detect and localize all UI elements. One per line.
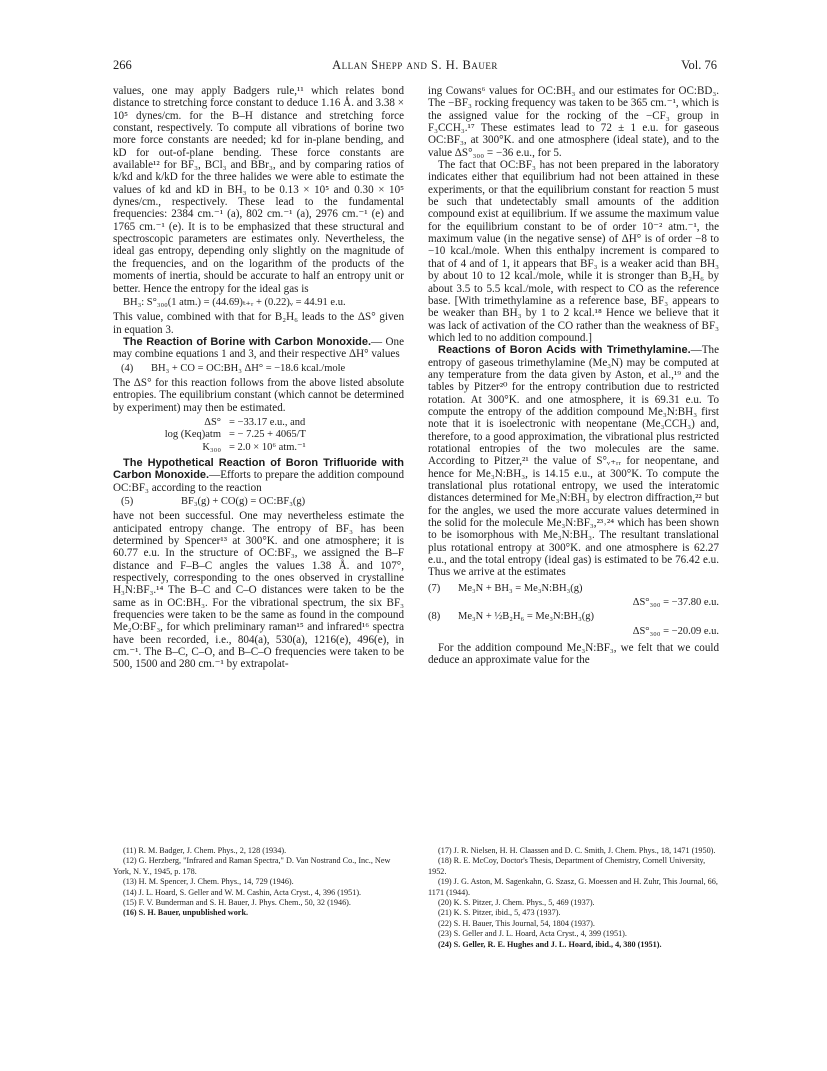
footnote: (23) S. Geller and J. L. Hoard, Acta Cryst., 4, 399 (1951). bbox=[438, 929, 627, 939]
equation-text: Me₃N + BH₃ = Me₃N:BH₃(g) bbox=[458, 582, 583, 594]
footnote: (18) R. E. McCoy, Doctor's Thesis, Department of Chemistry, Cornell University, 1952. bbox=[428, 856, 706, 876]
equation-lhs: K₃₀₀ bbox=[202, 441, 221, 453]
footnote: (22) S. H. Bauer, This Journal, 54, 1804 (1937). bbox=[438, 918, 595, 928]
footnote: (17) J. R. Nielsen, H. H. Claassen and D. C. Smith, J. Chem. Phys., 18, 1471 (1950). bbox=[438, 846, 716, 855]
footnote: (12) G. Herzberg, "Infrared and Raman Spectra," D. Van Nostrand Co., Inc., New York, N. Y., 1945, p. 178. bbox=[113, 856, 391, 876]
equation-rhs: = − 7.25 + 4065/T bbox=[229, 429, 306, 441]
page-number: 266 bbox=[113, 58, 132, 72]
footnote: (14) J. L. Hoard, S. Geller and W. M. Cashin, Acta Cryst., 4, 396 (1951). bbox=[123, 887, 362, 897]
equation-number: (4) bbox=[121, 362, 134, 374]
paragraph: For the addition compound Me₃N:BF₃, we felt that we could deduce an approximate value for the bbox=[428, 642, 719, 667]
equation-lhs: log (Keq)atm bbox=[164, 429, 221, 441]
footnote: (15) F. V. Bunderman and S. H. Bauer, J. Phys. Chem., 50, 32 (1946). bbox=[123, 898, 351, 908]
equation-text: BF₃(g) + CO(g) = OC:BF₃(g) bbox=[181, 495, 306, 507]
equation-4 bbox=[121, 363, 404, 375]
paragraph-text: —Efforts to prepare the addition compound OC:BF₃ according to the reaction bbox=[113, 469, 404, 494]
paragraph: The ΔS° for this reaction follows from the above listed absolute entropies. The equilibrium constant (which cannot be determined by experiment) may then be estimated. bbox=[113, 376, 404, 414]
equation-number: (7) bbox=[428, 582, 441, 594]
paragraph: ing Cowans⁶ values for OC:BH₃ and our estimates for OC:BD₃. The −BF₃ rocking frequency was taken to be 365 cm.⁻¹, which is the assigned value for the rocking of the −CF₃ group in F₃CCH₃.¹⁷ These estimates lead to 72 ± 1 e.u. for gaseous OC:BF₃, at 300°K. and one atmosphere (ideal state), and to the value ΔS°₃₀₀ = −36 e.u., for 5. bbox=[428, 85, 719, 159]
equation-row bbox=[113, 429, 404, 441]
running-header bbox=[113, 58, 717, 76]
equation-8-value: ΔS°₃₀₀ = −20.09 e.u. bbox=[632, 625, 719, 637]
footnote: (11) R. M. Badger, J. Chem. Phys., 2, 128 (1934). bbox=[123, 846, 287, 855]
paragraph-section bbox=[428, 344, 719, 579]
equation-5 bbox=[121, 496, 404, 508]
equation-text: BH₃ + CO = OC:BH₃ ΔH° = −18.6 kcal./mole bbox=[151, 362, 346, 374]
paragraph: have not been successful. One may nevertheless estimate the anticipated entropy change. The entropy of BF₃ has been determined by Spencer¹³ at 300°K. and one atmosphere; it is 60.77 e.u. In the structure of OC:BF₃, we assigned the B–F distance and F–B–C angles the values 1.38 Å. and 107°, respectively, corresponding to the ones observed in crystalline H₃N:BF₃.¹⁴ The B–C and C–O distances were taken to be the same as in OC:BH₃. For the vibrational spectrum, the six BF₃ frequencies were taken to be the same as found in the compound Me₂O:BF₃, for which preliminary raman¹⁵ and infrared¹⁶ spectra have been recorded, i.e., 804(a), 530(a), 1216(e), 496(e), in cm.⁻¹. The B–C, C–O, and B–C–O frequencies were taken to be 500, 1500 and 280 cm.⁻¹ by extrapolat- bbox=[113, 510, 404, 671]
footnote: (19) J. G. Aston, M. Sagenkahn, G. Szasz, G. Moessen and H. Zuhr, This Journal, 66, 1171 (1944). bbox=[428, 877, 718, 897]
paragraph-section bbox=[113, 457, 404, 494]
equation-bh3-entropy: BH₃: S°₃₀₀(1 atm.) = (44.69)ₜ₊ᵣ + (0.22)ᵥ = 44.91 e.u. bbox=[123, 296, 346, 308]
section-heading: The Reaction of Borine with Carbon Monoxide. bbox=[123, 335, 372, 348]
running-title: Allan Shepp and S. H. Bauer bbox=[332, 58, 498, 72]
section-heading: The Hypothetical Reaction of Boron Trifluoride with Carbon Monoxide. bbox=[113, 456, 404, 482]
equation-rhs: = 2.0 × 10⁶ atm.⁻¹ bbox=[229, 441, 306, 453]
paragraph: This value, combined with that for B₂H₆ leads to the ΔS° given in equation 3. bbox=[113, 311, 404, 336]
equation-7-value: ΔS°₃₀₀ = −37.80 e.u. bbox=[632, 597, 719, 609]
equilibrium-equations bbox=[113, 417, 404, 454]
paragraph-text: — One may combine equations 1 and 3, and their respective ΔH° values bbox=[113, 335, 404, 361]
section-heading: Reactions of Boron Acids with Trimethylamine. bbox=[438, 344, 691, 357]
footnotes-right bbox=[428, 846, 719, 950]
footnote: (13) H. M. Spencer, J. Chem. Phys., 14, 729 (1946). bbox=[123, 877, 294, 887]
equation-rhs: = −33.17 e.u., and bbox=[229, 416, 306, 428]
paragraph: values, one may apply Badgers rule,¹¹ which relates bond distance to stretching force constant to deduce 1.16 Å. and 3.38 × 10⁵ dynes/cm. for the B–H distance and stretching force constant, respectively. To compute all vibrations of borine two more force constants are needed; kd for in-plane bending, and kD for out-of-plane bending. These force constants are available¹² for BF₃, BCl₃ and BBr₃, and by comparing ratios of k/kd and k/kD for the three halides we were able to estimate the values of kd and kD in BH₃ to be 0.13 × 10⁵ and 0.30 × 10⁵ dynes/cm., respectively. These lead to the fundamental frequencies: 2384 cm.⁻¹ (a), 802 cm.⁻¹ (a), 2976 cm.⁻¹ (e) and 1765 cm.⁻¹ (e). It is to be emphasized that these structural and spectroscopic parameters are estimates only. Nevertheless, the ideal gas entropy, depending only slightly on the magnitude of the frequencies, and on the logarithm of the products of the moments of inertia, should be accurate to half an entropy unit or better. Hence the entropy for the ideal gas is bbox=[113, 85, 404, 295]
footnote: (20) K. S. Pitzer, J. Chem. Phys., 5, 469 (1937). bbox=[438, 898, 595, 908]
equation-number: (5) bbox=[121, 495, 134, 507]
paragraph: The fact that OC:BF₃ has not been prepared in the laboratory indicates either that equilibrium had not been attained in these experiments, or that the equilibrium constant for reaction 5 must be such that undetectably small amounts of the addition compound exist at equilibrium. If we assume the maximum value for the equilibrium constant to be of order 10⁻² atm.⁻¹, the maximum value (in the negative sense) of ΔH° is of order −8 to −10 kcal./mole. When this enthalpy increment is compared to that of 4 and of 1, it appears that BF₃ is a weaker acid than BH₃ by about 10 to 12 kcal./mole, while it is stronger than B₂H₆ by about 3.5 to 5.5 kcal./mole, with respect to CO as the reference base. [With trimethylamine as a reference base, BF₃ appears to be weaker than BH₃ by 1 to 2 kcal.¹⁸ Hence we believe that it was lack of activation of the CO rather than the weakness of BF₃ which led to no addition compound.] bbox=[428, 159, 719, 344]
volume-label: Vol. 76 bbox=[681, 58, 717, 72]
footnotes-left bbox=[113, 846, 404, 919]
equation-row bbox=[113, 417, 404, 429]
footnote: (21) K. S. Pitzer, ibid., 5, 473 (1937). bbox=[438, 908, 561, 918]
left-column bbox=[113, 85, 404, 671]
equation-lhs: ΔS° bbox=[204, 416, 221, 428]
paragraph-section bbox=[113, 336, 404, 361]
equation-7 bbox=[428, 583, 719, 595]
equation-number: (8) bbox=[428, 611, 441, 623]
equation-8 bbox=[428, 611, 719, 623]
equation-text: Me₃N + ½B₂H₆ = Me₃N:BH₃(g) bbox=[458, 611, 595, 623]
equation-row bbox=[113, 442, 404, 454]
footnote: (24) S. Geller, R. E. Hughes and J. L. Hoard, ibid., 4, 380 (1951). bbox=[438, 939, 662, 949]
footnote: (16) S. H. Bauer, unpublished work. bbox=[123, 908, 249, 918]
paragraph-text: —The entropy of gaseous trimethylamine (Me₃N) may be computed at any temperature from the data given by Aston, et al.,¹⁹ and the tables by Pitzer²⁰ for the entropy contribution due to restricted rotation. At 300°K. and one atmosphere, it is 69.31 e.u. To compute the entropy of the addition compound Me₃N:BH₃ first note that it is isoelectronic with neopentane (Me₃CCH₃) and, therefore, to a good approximation, the vibrational plus restricted rotational entropies of the two molecules are the same. According to Pitzer,²¹ the value of S°ᵥ₊ᵣᵣ for neopentane, and hence for Me₃N:BH₃, is 14.15 e.u., at 300°K. To compute the translational plus rotational entropy, we used the interatomic distances determined for Me₃N:BH₃ by electron diffraction,²² but for the angles, we used the more accurate values determined in the solid for the molecule Me₃N:BF₃,²³˒²⁴ which has been shown to be isomorphous with Me₃N:BH₃. The resultant translational plus rotational entropy at 300°K. and one atmosphere is 62.27 e.u., and the total entropy (ideal gas) is estimated to be 76.42 e.u. Thus we arrive at the estimates bbox=[428, 344, 719, 579]
right-column bbox=[428, 85, 719, 667]
